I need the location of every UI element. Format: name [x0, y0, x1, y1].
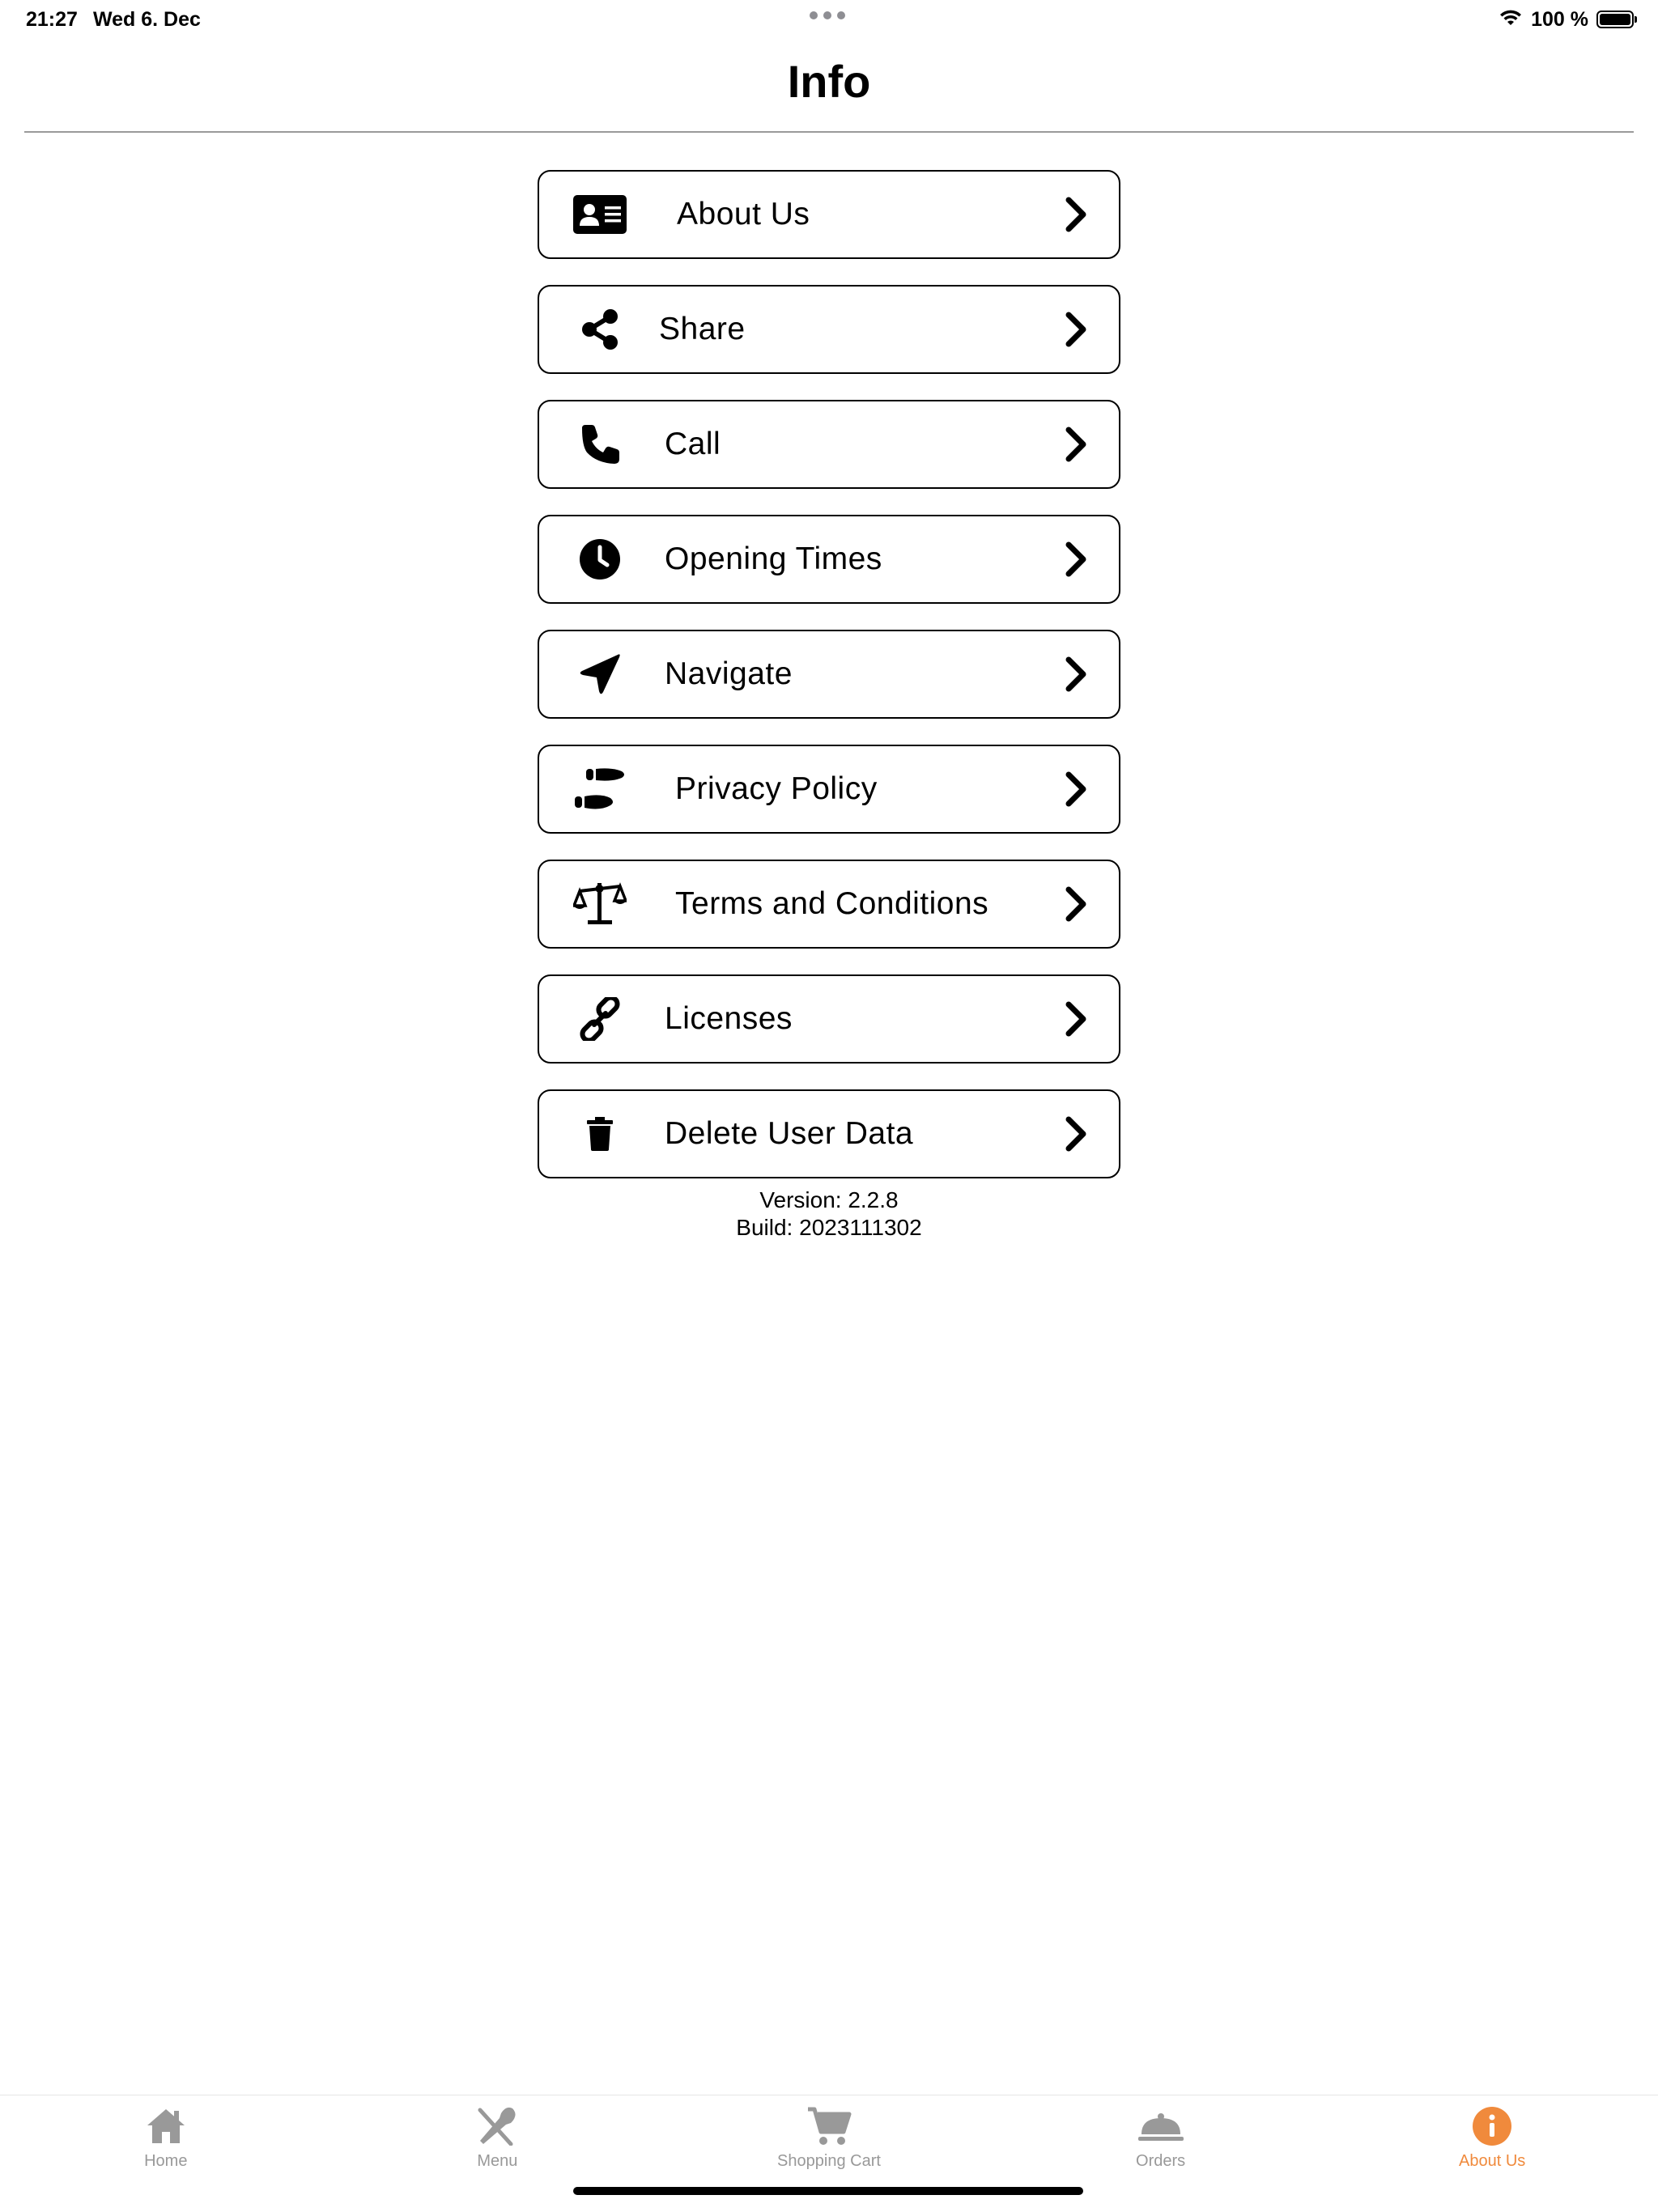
call-button[interactable] — [538, 400, 1120, 489]
version-text: Version: 2.2.8 — [759, 1187, 899, 1212]
trash-icon — [572, 1110, 628, 1158]
status-bar — [0, 0, 1658, 39]
chevron-right-icon — [1064, 1001, 1088, 1037]
cloche-icon — [1138, 2105, 1184, 2147]
chevron-right-icon — [1064, 541, 1088, 577]
menu-item-label: Navigate — [665, 656, 793, 691]
about-us-button[interactable] — [538, 170, 1120, 259]
status-date: Wed 6. Dec — [93, 8, 201, 31]
wifi-icon — [1499, 8, 1523, 32]
phone-icon — [572, 420, 628, 469]
opening-times-button[interactable] — [538, 515, 1120, 604]
chevron-right-icon — [1064, 886, 1088, 922]
status-indicators — [1499, 6, 1634, 32]
tab-label: About Us — [1459, 2152, 1526, 2170]
tab-label: Home — [144, 2152, 188, 2170]
licenses-button[interactable] — [538, 974, 1120, 1064]
home-indicator[interactable] — [573, 2187, 1083, 2195]
clock-icon — [572, 535, 628, 584]
home-icon — [143, 2105, 189, 2147]
tab-home[interactable] — [0, 2095, 332, 2212]
chevron-right-icon — [1064, 312, 1088, 347]
menu-item-label: Delete User Data — [665, 1116, 914, 1151]
menu-item-label: Privacy Policy — [675, 771, 878, 806]
chevron-right-icon — [1064, 1116, 1088, 1152]
utensils-icon — [474, 2105, 520, 2147]
link-icon — [572, 995, 628, 1043]
delete-user-data-button[interactable] — [538, 1089, 1120, 1178]
share-icon — [572, 305, 628, 354]
cart-icon — [806, 2105, 852, 2147]
share-button[interactable] — [538, 285, 1120, 374]
info-menu-list — [538, 170, 1120, 1204]
page-title: Info — [787, 56, 871, 107]
chevron-right-icon — [1064, 771, 1088, 807]
status-time: 21:27 — [26, 8, 78, 31]
menu-item-label: Share — [659, 312, 746, 346]
multitasking-dots[interactable] — [810, 11, 845, 19]
battery-icon — [1596, 11, 1634, 28]
chevron-right-icon — [1064, 656, 1088, 692]
info-icon — [1469, 2105, 1515, 2147]
chevron-right-icon — [1064, 197, 1088, 232]
privacy-policy-button[interactable] — [538, 745, 1120, 834]
navigate-button[interactable] — [538, 630, 1120, 719]
terms-and-conditions-button[interactable] — [538, 860, 1120, 949]
menu-item-label: Licenses — [665, 1001, 793, 1036]
shoe-prints-icon — [572, 765, 628, 813]
battery-percentage: 100 % — [1531, 7, 1588, 31]
menu-item-label: Call — [665, 427, 721, 461]
chevron-right-icon — [1064, 427, 1088, 462]
tab-label: Orders — [1136, 2152, 1186, 2170]
id-card-icon — [572, 190, 628, 239]
version-info — [0, 1187, 1658, 1242]
tab-about-us[interactable] — [1326, 2095, 1658, 2212]
tab-label: Shopping Cart — [777, 2152, 881, 2170]
header-divider — [24, 131, 1634, 133]
scale-balanced-icon — [572, 880, 628, 928]
menu-item-label: About Us — [677, 197, 810, 231]
build-text: Build: 2023111302 — [736, 1215, 922, 1240]
location-arrow-icon — [572, 650, 628, 698]
menu-item-label: Opening Times — [665, 541, 882, 576]
menu-item-label: Terms and Conditions — [675, 886, 989, 921]
tab-label: Menu — [477, 2152, 518, 2170]
